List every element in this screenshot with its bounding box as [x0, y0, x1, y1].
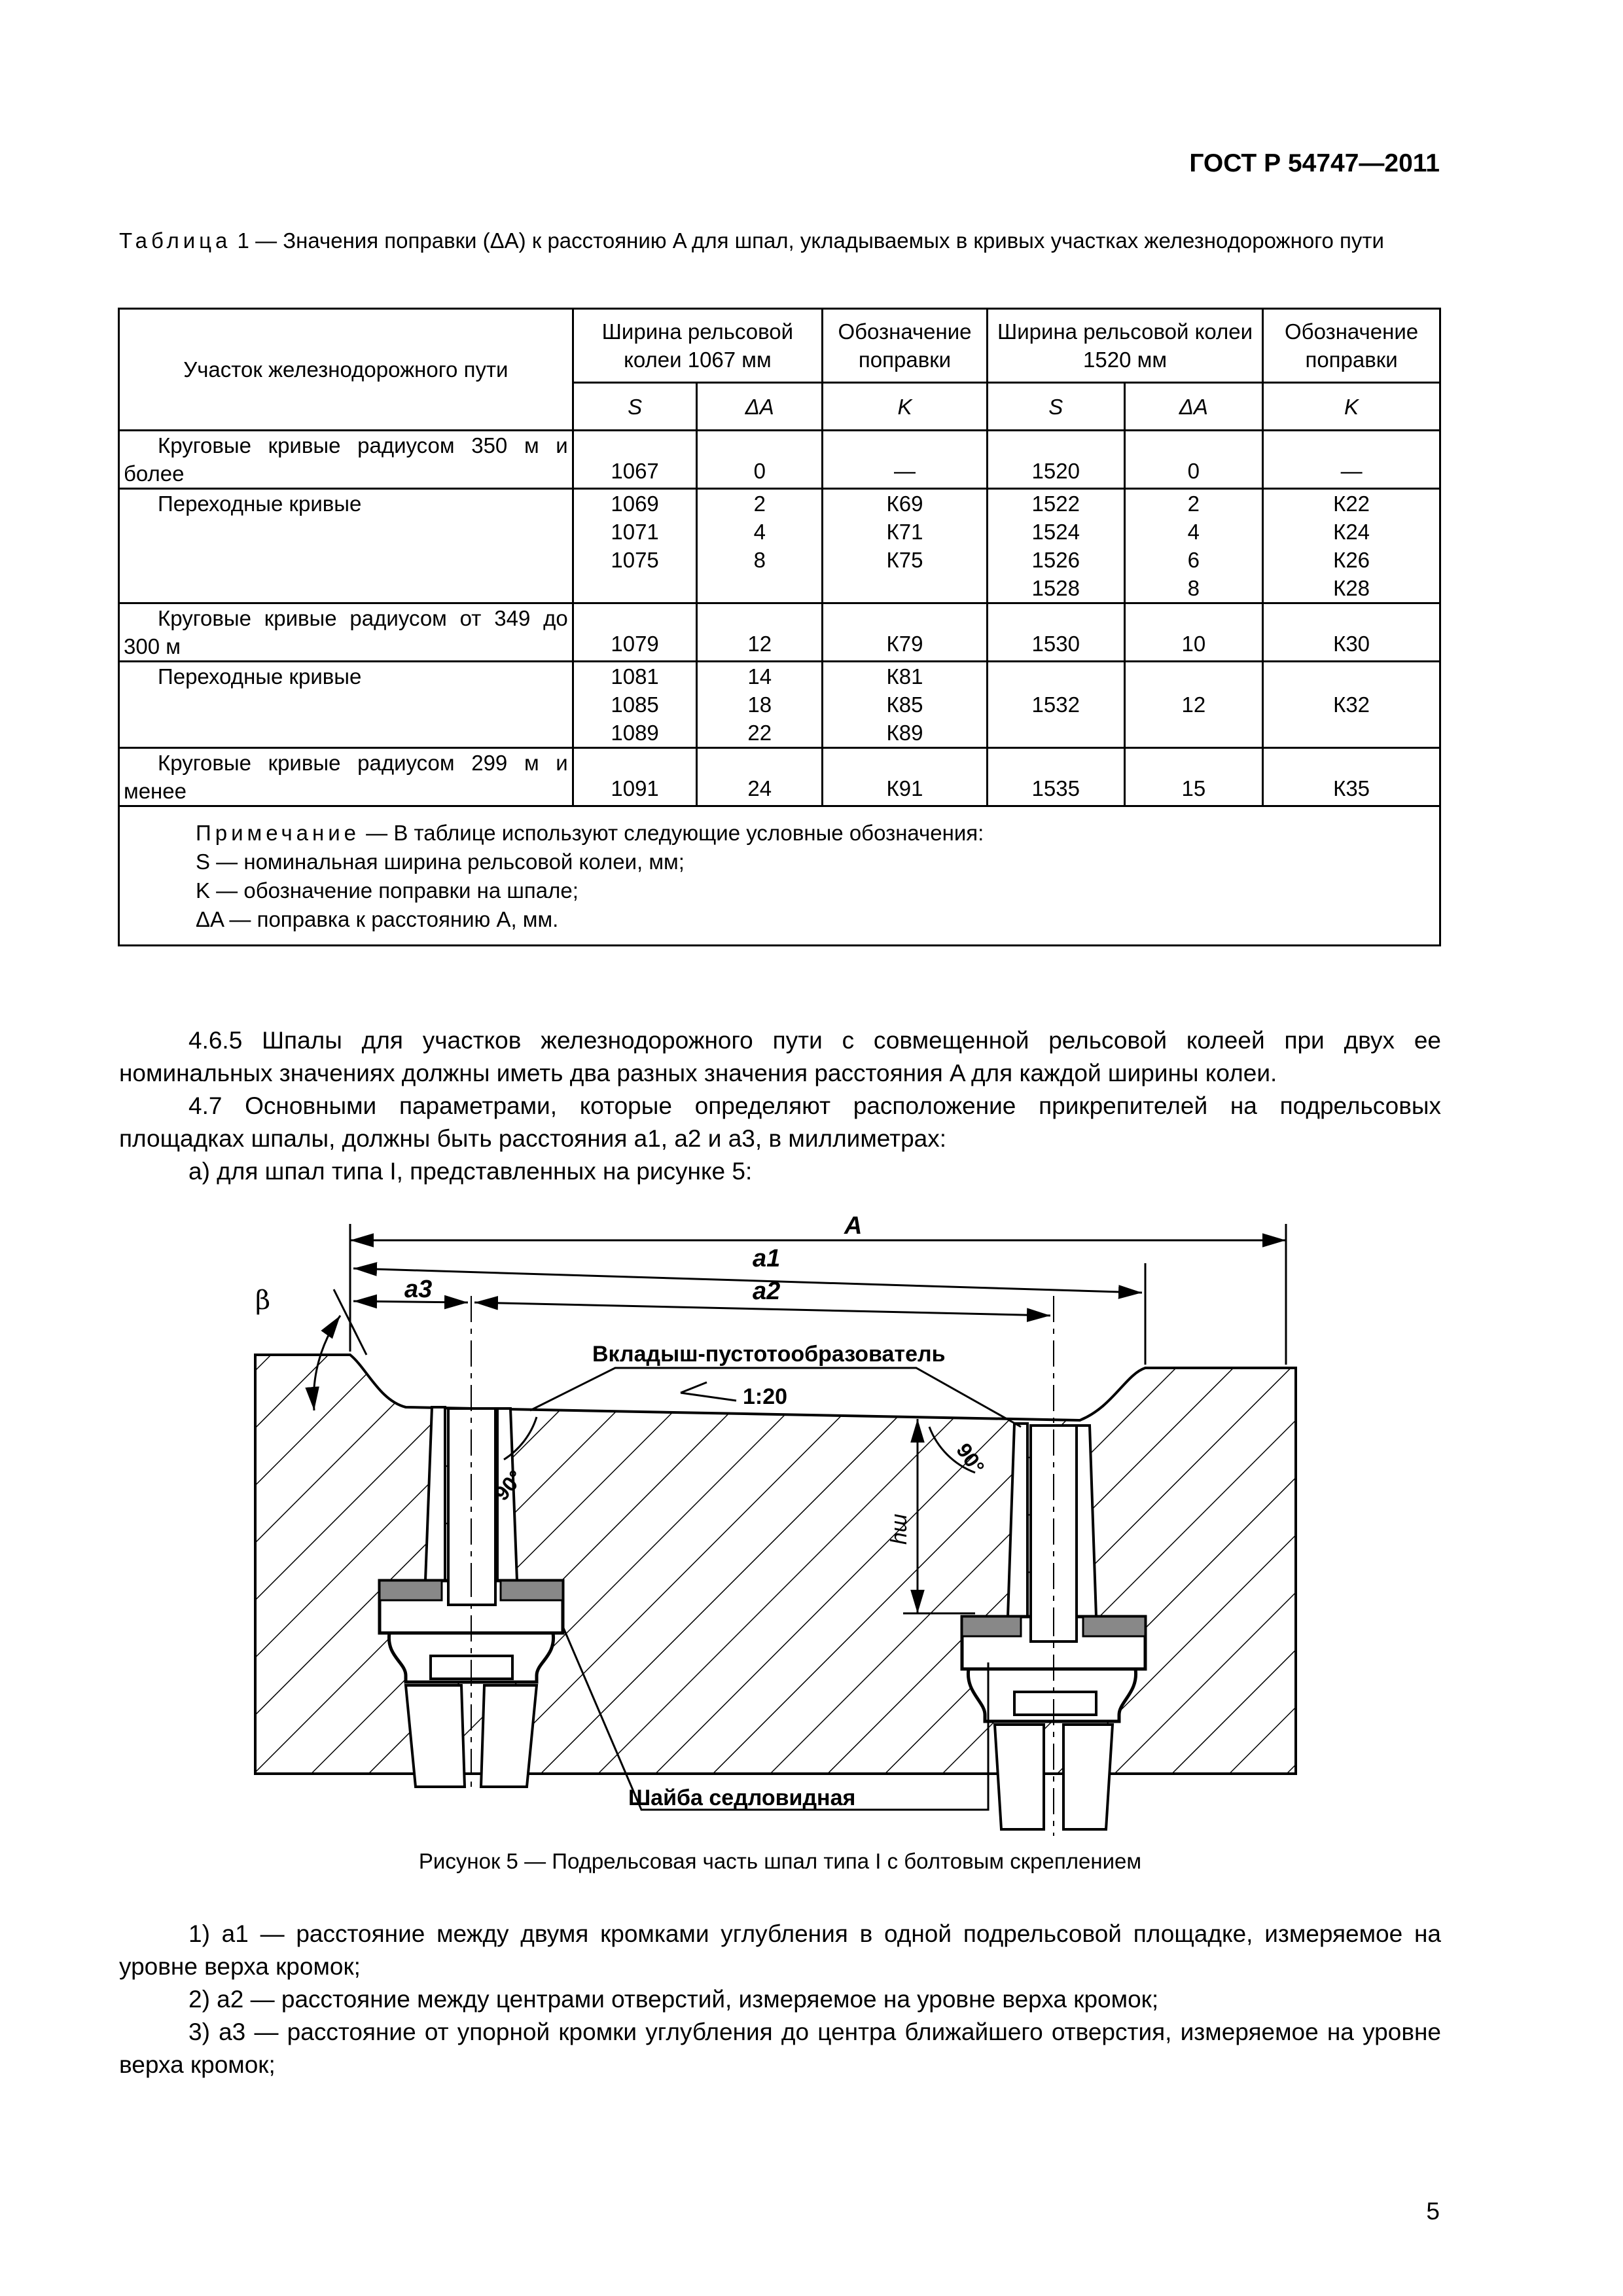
document-number: ГОСТ Р 54747—2011 [1189, 149, 1440, 177]
figure-caption: Рисунок 5 — Подрельсовая часть шпал типа I с болтовым скреплением [418, 1849, 1142, 1873]
sub-k2: K [1263, 383, 1440, 431]
note-line-3: ΔA — поправка к расстоянию A, мм. [196, 907, 559, 931]
value-cell-s1: 1091 [573, 748, 697, 806]
header-label-1: Обозначение поправки [823, 309, 988, 383]
value-cell-s2: 1520 [987, 431, 1124, 489]
label-a2: a2 [753, 1278, 781, 1305]
value-cell-k2: К35 [1263, 748, 1440, 806]
section-cell-section: Переходные кривые [119, 662, 573, 748]
table-caption-text: 1 — Значения поправки (ΔA) к расстоянию A для шпал, укладываемых в кривых участках железнодорожного пути [231, 228, 1384, 253]
header-width-1520: Ширина рельсовой колеи 1520 мм [987, 309, 1262, 383]
list-item-3: 3) a3 — расстояние от упорной кромки углубления до центра ближайшего отверстия, измеряемое на уровне верха кромок; [119, 2018, 1441, 2078]
label-a3: a3 [404, 1276, 433, 1303]
value-cell-s2: 1532 [987, 662, 1124, 748]
value-cell-k1: К81 К85 К89 [823, 662, 988, 748]
section-cell-section: Переходные кривые [119, 489, 573, 603]
row-circular-299 [119, 748, 1440, 806]
value-cell-k2: К32 [1263, 662, 1440, 748]
label-beta: β [255, 1285, 271, 1316]
sub-k1: K [823, 383, 988, 431]
sub-da2: ΔA [1124, 383, 1263, 431]
header-label-2: Обозначение поправки [1263, 309, 1440, 383]
section-cell-section: Круговые кривые радиусом 299 м и менее [119, 748, 573, 806]
table-header-row [119, 309, 1440, 383]
value-cell-s1: 1079 [573, 603, 697, 662]
value-cell-da1: 24 [697, 748, 823, 806]
figure-5-drawing [249, 1204, 1309, 1846]
value-cell-s2: 1535 [987, 748, 1124, 806]
value-cell-da2: 2 4 6 8 [1124, 489, 1263, 603]
sub-da1: ΔA [697, 383, 823, 431]
correction-table [118, 308, 1441, 946]
sub-s1: S [573, 383, 697, 431]
row-circular-349-300 [119, 603, 1440, 662]
note-line-2: K — обозначение поправки на шпале; [196, 878, 579, 903]
value-cell-k1: К79 [823, 603, 988, 662]
row-transition-2 [119, 662, 1440, 748]
value-cell-s2: 1522 1524 1526 1528 [987, 489, 1124, 603]
table-note-row [119, 806, 1440, 946]
label-insert: Вкладыш-пустотообразователь [592, 1342, 946, 1367]
list-item-1: 1) a1 — расстояние между двумя кромками углубления в одной подрельсовой площадке, измеряемое на уровне верха кромок; [119, 1920, 1441, 1980]
list-item-2: 2) a2 — расстояние между центрами отверстий, измеряемое на уровне верха кромок; [188, 1986, 1159, 2013]
table-caption [119, 226, 1441, 256]
note-line-1: S — номинальная ширина рельсовой колеи, мм; [196, 850, 685, 874]
paragraph-4-7: 4.7 Основными параметрами, которые определяют расположение прикрепителей на подрельсовых площадках шпалы, должны быть расстояния a1, a2 и a3, в миллиметрах: [119, 1092, 1441, 1152]
section-cell-section: Круговые кривые радиусом от 349 до 300 м [119, 603, 573, 662]
value-cell-da2: 10 [1124, 603, 1263, 662]
value-cell-da2: 15 [1124, 748, 1263, 806]
label-a1: a1 [753, 1245, 781, 1272]
note-label: Примечание [196, 821, 361, 845]
value-cell-s1: 1069 1071 1075 [573, 489, 697, 603]
table-caption-label: Таблица [119, 228, 232, 253]
value-cell-k1: — [823, 431, 988, 489]
value-cell-s1: 1067 [573, 431, 697, 489]
paragraph-item-a: а) для шпал типа I, представленных на рисунке 5: [188, 1158, 753, 1185]
label-angle-right: 90° [952, 1439, 990, 1479]
header-width-1067: Ширина рельсовой колеи 1067 мм [573, 309, 822, 383]
row-transition-1 [119, 489, 1440, 603]
note-intro: — В таблице используют следующие условные обозначения: [360, 821, 984, 845]
table-note [119, 806, 1440, 946]
label-washer: Шайба седловидная [628, 1785, 856, 1810]
note-first-line [196, 819, 1431, 848]
value-cell-k2: К30 [1263, 603, 1440, 662]
page-number: 5 [1426, 2198, 1440, 2225]
value-cell-da2: 0 [1124, 431, 1263, 489]
value-cell-k1: К91 [823, 748, 988, 806]
label-slope: 1:20 [743, 1384, 788, 1409]
row-circular-350 [119, 431, 1440, 489]
sub-s2: S [987, 383, 1124, 431]
header-section: Участок железнодорожного пути [119, 309, 573, 431]
value-cell-da1: 2 4 8 [697, 489, 823, 603]
label-angle-left: 90° [489, 1465, 528, 1505]
value-cell-da1: 12 [697, 603, 823, 662]
value-cell-s1: 1081 1085 1089 [573, 662, 697, 748]
label-A: A [844, 1212, 863, 1240]
value-cell-s2: 1530 [987, 603, 1124, 662]
value-cell-k2: — [1263, 431, 1440, 489]
value-cell-da1: 14 18 22 [697, 662, 823, 748]
paragraph-4-6-5: 4.6.5 Шпалы для участков железнодорожного пути с совмещенной рельсовой колеей при двух ее номинальных значениях должны иметь два разных значения расстояния A для каждой ширины колеи. [119, 1027, 1441, 1086]
label-h: hш [887, 1513, 912, 1545]
value-cell-da2: 12 [1124, 662, 1263, 748]
section-cell-section: Круговые кривые радиусом 350 м и более [119, 431, 573, 489]
value-cell-k1: К69 К71 К75 [823, 489, 988, 603]
value-cell-k2: К22 К24 К26 К28 [1263, 489, 1440, 603]
value-cell-da1: 0 [697, 431, 823, 489]
